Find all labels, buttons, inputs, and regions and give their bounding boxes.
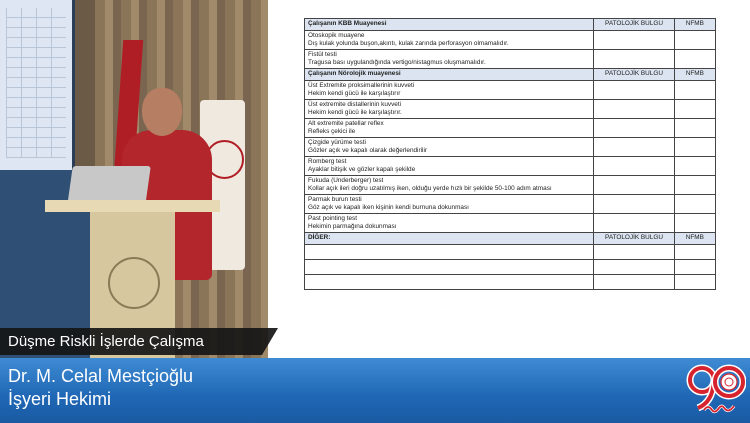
empty-cell <box>594 275 674 290</box>
section-header-row <box>305 233 716 245</box>
anniversary-logo <box>686 362 746 418</box>
pathology-cell <box>594 31 674 50</box>
podium-logo <box>108 257 160 309</box>
empty-cell <box>594 245 674 260</box>
exam-description: Refleks çekici ile <box>308 128 356 135</box>
exam-row <box>305 100 716 119</box>
empty-cell <box>305 275 594 290</box>
exam-description: Hekimin parmağına dokunması <box>308 223 397 230</box>
exam-cell <box>305 100 594 119</box>
anniversary-logo-graphic <box>690 368 743 412</box>
podium-top <box>45 200 220 212</box>
nfmb-cell <box>674 81 715 100</box>
exam-title: Romberg test <box>308 158 347 165</box>
exam-description: Hekim kendi gücü ile karşılaştırır <box>308 90 401 97</box>
exam-description: Dış kulak yolunda buşon,akıntı, kulak zarında perforasyon olmamalıdır. <box>308 40 509 47</box>
section-header-row <box>305 19 716 31</box>
exam-row <box>305 195 716 214</box>
empty-row <box>305 245 716 260</box>
nfmb-cell <box>674 138 715 157</box>
empty-row <box>305 275 716 290</box>
projected-table <box>6 8 66 158</box>
column-header-nfmb: NFMB <box>674 69 715 81</box>
nfmb-cell <box>674 31 715 50</box>
nfmb-cell <box>674 100 715 119</box>
nfmb-cell <box>674 176 715 195</box>
section-header-row <box>305 69 716 81</box>
empty-cell <box>594 260 674 275</box>
nfmb-cell <box>674 119 715 138</box>
exam-row <box>305 119 716 138</box>
empty-cell <box>674 260 715 275</box>
projection-screen <box>0 0 75 170</box>
pathology-cell <box>594 176 674 195</box>
pathology-cell <box>594 195 674 214</box>
speaker-name: Dr. M. Celal Mestçioğlu <box>8 366 194 386</box>
exam-description: Tragusa bası uygulandığında vertigo/nistagmus oluşmamalıdır. <box>308 59 486 66</box>
pathology-cell <box>594 138 674 157</box>
section-title: Çalışanın KBB Muayenesi <box>305 19 594 31</box>
pathology-cell <box>594 157 674 176</box>
exam-cell <box>305 119 594 138</box>
exam-row <box>305 50 716 69</box>
document-slide <box>268 0 750 358</box>
exam-row <box>305 157 716 176</box>
speaker-video <box>0 0 268 358</box>
pathology-cell <box>594 81 674 100</box>
topic-bar-edge <box>262 328 278 355</box>
pathology-cell <box>594 214 674 233</box>
section-title: DİĞER: <box>305 233 594 245</box>
exam-title: Fistül testi <box>308 51 337 58</box>
exam-title: Çizgide yürüme testi <box>308 139 366 146</box>
exam-cell <box>305 81 594 100</box>
empty-cell <box>305 260 594 275</box>
pathology-cell <box>594 100 674 119</box>
examination-form <box>304 18 716 290</box>
section-title: Çalışanın Nörolojik muayenesi <box>305 69 594 81</box>
exam-description: Hekim kendi gücü ile karşılaştırır. <box>308 109 402 116</box>
pathology-cell <box>594 119 674 138</box>
exam-title: Past pointing test <box>308 215 358 222</box>
exam-cell <box>305 50 594 69</box>
exam-row <box>305 214 716 233</box>
exam-title: Üst extremite distallerinin kuvveti <box>308 101 402 108</box>
nfmb-cell <box>674 50 715 69</box>
nfmb-cell <box>674 195 715 214</box>
exam-description: Göz açık ve kapalı iken kişinin kendi burnuna dokunması <box>308 204 469 211</box>
exam-cell <box>305 176 594 195</box>
column-header-nfmb: NFMB <box>674 19 715 31</box>
empty-row <box>305 260 716 275</box>
exam-description: Ayaklar bitişik ve gözler kapalı şekilde <box>308 166 416 173</box>
exam-title: Parmak burun testi <box>308 196 362 203</box>
exam-cell <box>305 31 594 50</box>
exam-title: Otoskopik muayene <box>308 32 365 39</box>
exam-row <box>305 31 716 50</box>
column-header-pathology: PATOLOJİK BULGU <box>594 19 674 31</box>
pathology-cell <box>594 50 674 69</box>
exam-cell <box>305 195 594 214</box>
topic-title: Düşme Riskli İşlerde Çalışma <box>8 333 204 350</box>
exam-row <box>305 81 716 100</box>
exam-title: Üst Extremite proksimallerinin kuvveti <box>308 82 415 89</box>
exam-cell <box>305 157 594 176</box>
empty-cell <box>674 245 715 260</box>
exam-description: Gözler açık ve kapalı olarak değerlendirilir <box>308 147 427 154</box>
empty-cell <box>305 245 594 260</box>
nfmb-cell <box>674 157 715 176</box>
exam-description: Kollar açık ileri doğru uzatılmış iken, olduğu yerde hızlı bir şekilde 50-100 adım atması <box>308 185 552 192</box>
exam-title: Alt extremite patellar reflex <box>308 120 384 127</box>
nfmb-cell <box>674 214 715 233</box>
speaker-role: İşyeri Hekimi <box>8 389 112 409</box>
exam-row <box>305 138 716 157</box>
column-header-pathology: PATOLOJİK BULGU <box>594 69 674 81</box>
exam-cell <box>305 214 594 233</box>
exam-row <box>305 176 716 195</box>
column-header-nfmb: NFMB <box>674 233 715 245</box>
exam-cell <box>305 138 594 157</box>
empty-cell <box>674 275 715 290</box>
exam-title: Fukuda (Underberger) test <box>308 177 384 184</box>
speaker-head <box>142 88 182 136</box>
column-header-pathology: PATOLOJİK BULGU <box>594 233 674 245</box>
